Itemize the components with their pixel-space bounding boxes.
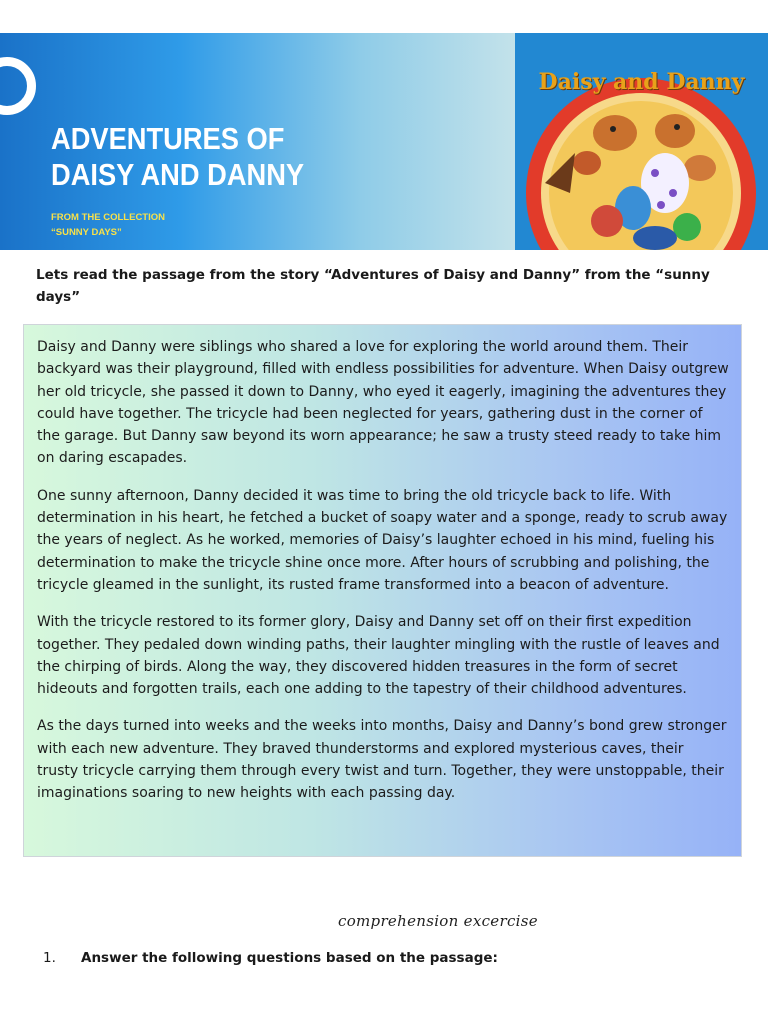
banner-title: ADVENTURES OF DAISY AND DANNY (51, 121, 305, 192)
intro-text: Lets read the passage from the story “Adventures of Daisy and Danny” from the “sunny days” (36, 267, 710, 305)
header-banner (0, 33, 515, 250)
passage-paragraph: Daisy and Danny were siblings who shared a love for exploring the world around them. Their backyard was their playground, filled with endless possibilities for adventure. When Daisy outgrew her old tricycle, she passed it down to Danny, who eyed it eagerly, imagining the adventures they could have together. The tricycle had been neglected for years, gathering dust in the corner of the garage. But Danny saw beyond its worn appearance; he saw a trusty steed ready to take him on daring escapades. (37, 339, 729, 467)
banner-subtitle-line2: “SUNNY DAYS” (51, 227, 122, 238)
book-cover-image (515, 33, 768, 250)
question-text: Answer the following questions based on the passage: (81, 950, 498, 966)
question-number: 1. (43, 950, 56, 966)
passage-paragraph: With the tricycle restored to its former glory, Daisy and Danny set off on their first expedition together. They pedaled down winding paths, their laughter mingling with the rustle of leaves and the chirping of birds. Along the way, they discovered hidden treasures in the form of secret hideouts and forgotten trails, each one adding to the tapestry of their childhood adventures. (37, 614, 720, 698)
exercise-heading: comprehension excercise (338, 912, 538, 930)
banner-subtitle-line1: FROM THE COLLECTION (51, 212, 165, 223)
passage-box (23, 324, 742, 857)
passage-paragraph: One sunny afternoon, Danny decided it was time to bring the old tricycle back to life. With determination in his heart, he fetched a bucket of soapy water and a sponge, ready to scrub away the years of neglect. As he worked, memories of Daisy’s laughter echoed in his mind, fueling his determination to make the tricycle shine once more. After hours of scrubbing and polishing, the tricycle gleamed in the sunlight, its rusted frame transformed into a beacon of adventure. (37, 487, 728, 593)
cover-illustration (515, 33, 768, 250)
passage-paragraph: As the days turned into weeks and the weeks into months, Daisy and Danny’s bond grew stronger with each new adventure. They braved thunderstorms and explored mysterious caves, their trusty tricycle carrying them through every twist and turn. Together, they were unstoppable, their imaginations soaring to new heights with each passing day. (37, 718, 727, 802)
cover-title: Daisy and Danny (538, 69, 745, 95)
banner-subtitle (51, 210, 251, 240)
ring-decoration (0, 57, 36, 115)
